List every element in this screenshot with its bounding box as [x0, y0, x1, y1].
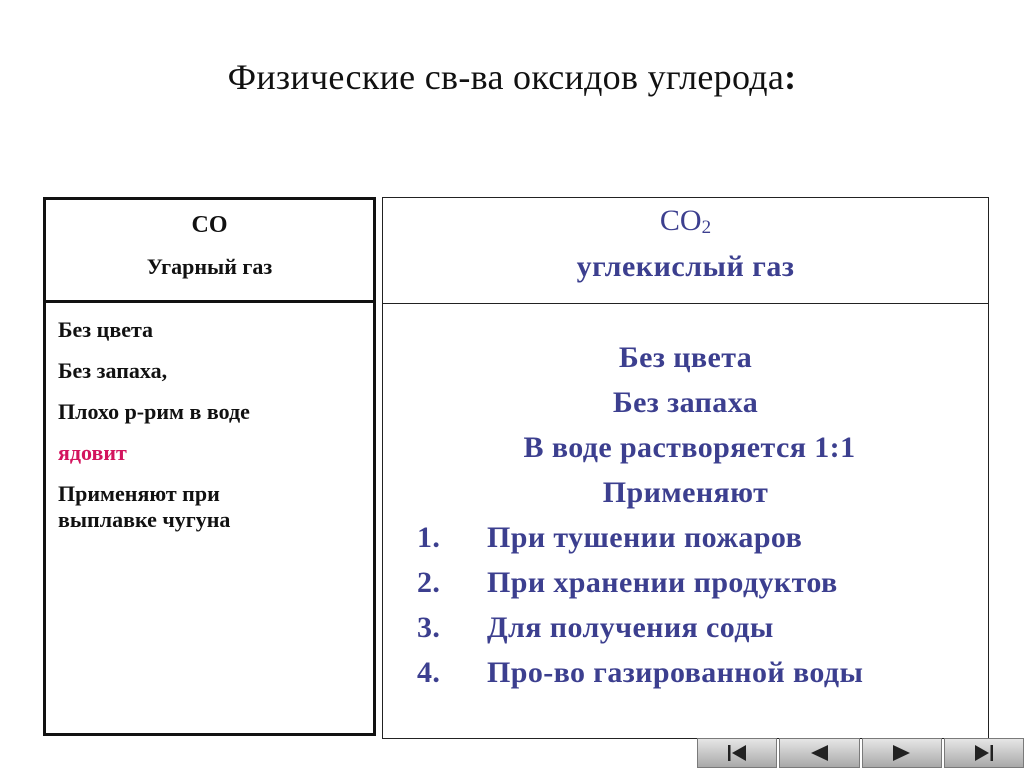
co-poison-label: ядовит: [58, 440, 127, 465]
next-slide-button[interactable]: [862, 738, 942, 768]
co2-name: углекислый газ: [576, 250, 795, 283]
co2-use-item: [383, 608, 988, 653]
co2-formula-main: СО: [659, 204, 702, 237]
co2-use-text: При хранении продуктов: [487, 566, 838, 599]
next-slide-icon: [891, 743, 913, 763]
co-formula: СО: [191, 212, 228, 238]
last-slide-icon: [973, 743, 995, 763]
co-table-header: [46, 200, 373, 303]
co-table: [43, 197, 376, 736]
co2-table-header: [383, 198, 988, 304]
co2-property: Без запаха: [612, 386, 759, 419]
co2-use-text: При тушении пожаров: [487, 521, 803, 554]
co2-use-text: Для получения соды: [487, 611, 774, 644]
co2-property: Без цвета: [618, 341, 753, 374]
co2-use-number: 4.: [417, 656, 441, 689]
co-use-line: выплавке чугуна: [58, 507, 231, 532]
co-properties: [58, 317, 365, 533]
co2-use-item: [383, 518, 988, 563]
co2-properties: [383, 338, 988, 698]
co2-formula: [383, 204, 988, 239]
co2-property: В воде растворяется 1:1: [523, 431, 856, 464]
slide-title: [0, 56, 1024, 98]
co2-use-item: [383, 563, 988, 608]
co2-property: Применяют: [602, 476, 769, 509]
first-slide-icon: [726, 743, 748, 763]
co-use-line: Применяют при: [58, 481, 220, 506]
slide-title-text: Физические св-ва оксидов углерода: [227, 57, 785, 97]
co-property: Без цвета: [58, 317, 154, 342]
co2-use-item: [383, 653, 988, 698]
co2-use-number: 2.: [417, 566, 441, 599]
first-slide-button[interactable]: [697, 738, 777, 768]
co2-table: [382, 197, 989, 739]
co2-use-number: 3.: [417, 611, 441, 644]
last-slide-button[interactable]: [944, 738, 1024, 768]
co2-use-number: 1.: [417, 521, 441, 554]
co-property: Без запаха,: [58, 358, 168, 383]
slide-navigation: [697, 738, 1024, 768]
previous-slide-icon: [808, 743, 830, 763]
co2-formula-subscript: 2: [701, 217, 712, 238]
co-property: Плохо р-рим в воде: [58, 399, 250, 424]
co-name: Угарный газ: [146, 254, 273, 279]
slide-title-colon: :: [784, 57, 797, 97]
previous-slide-button[interactable]: [779, 738, 859, 768]
co2-use-text: Про-во газированной воды: [487, 656, 864, 689]
